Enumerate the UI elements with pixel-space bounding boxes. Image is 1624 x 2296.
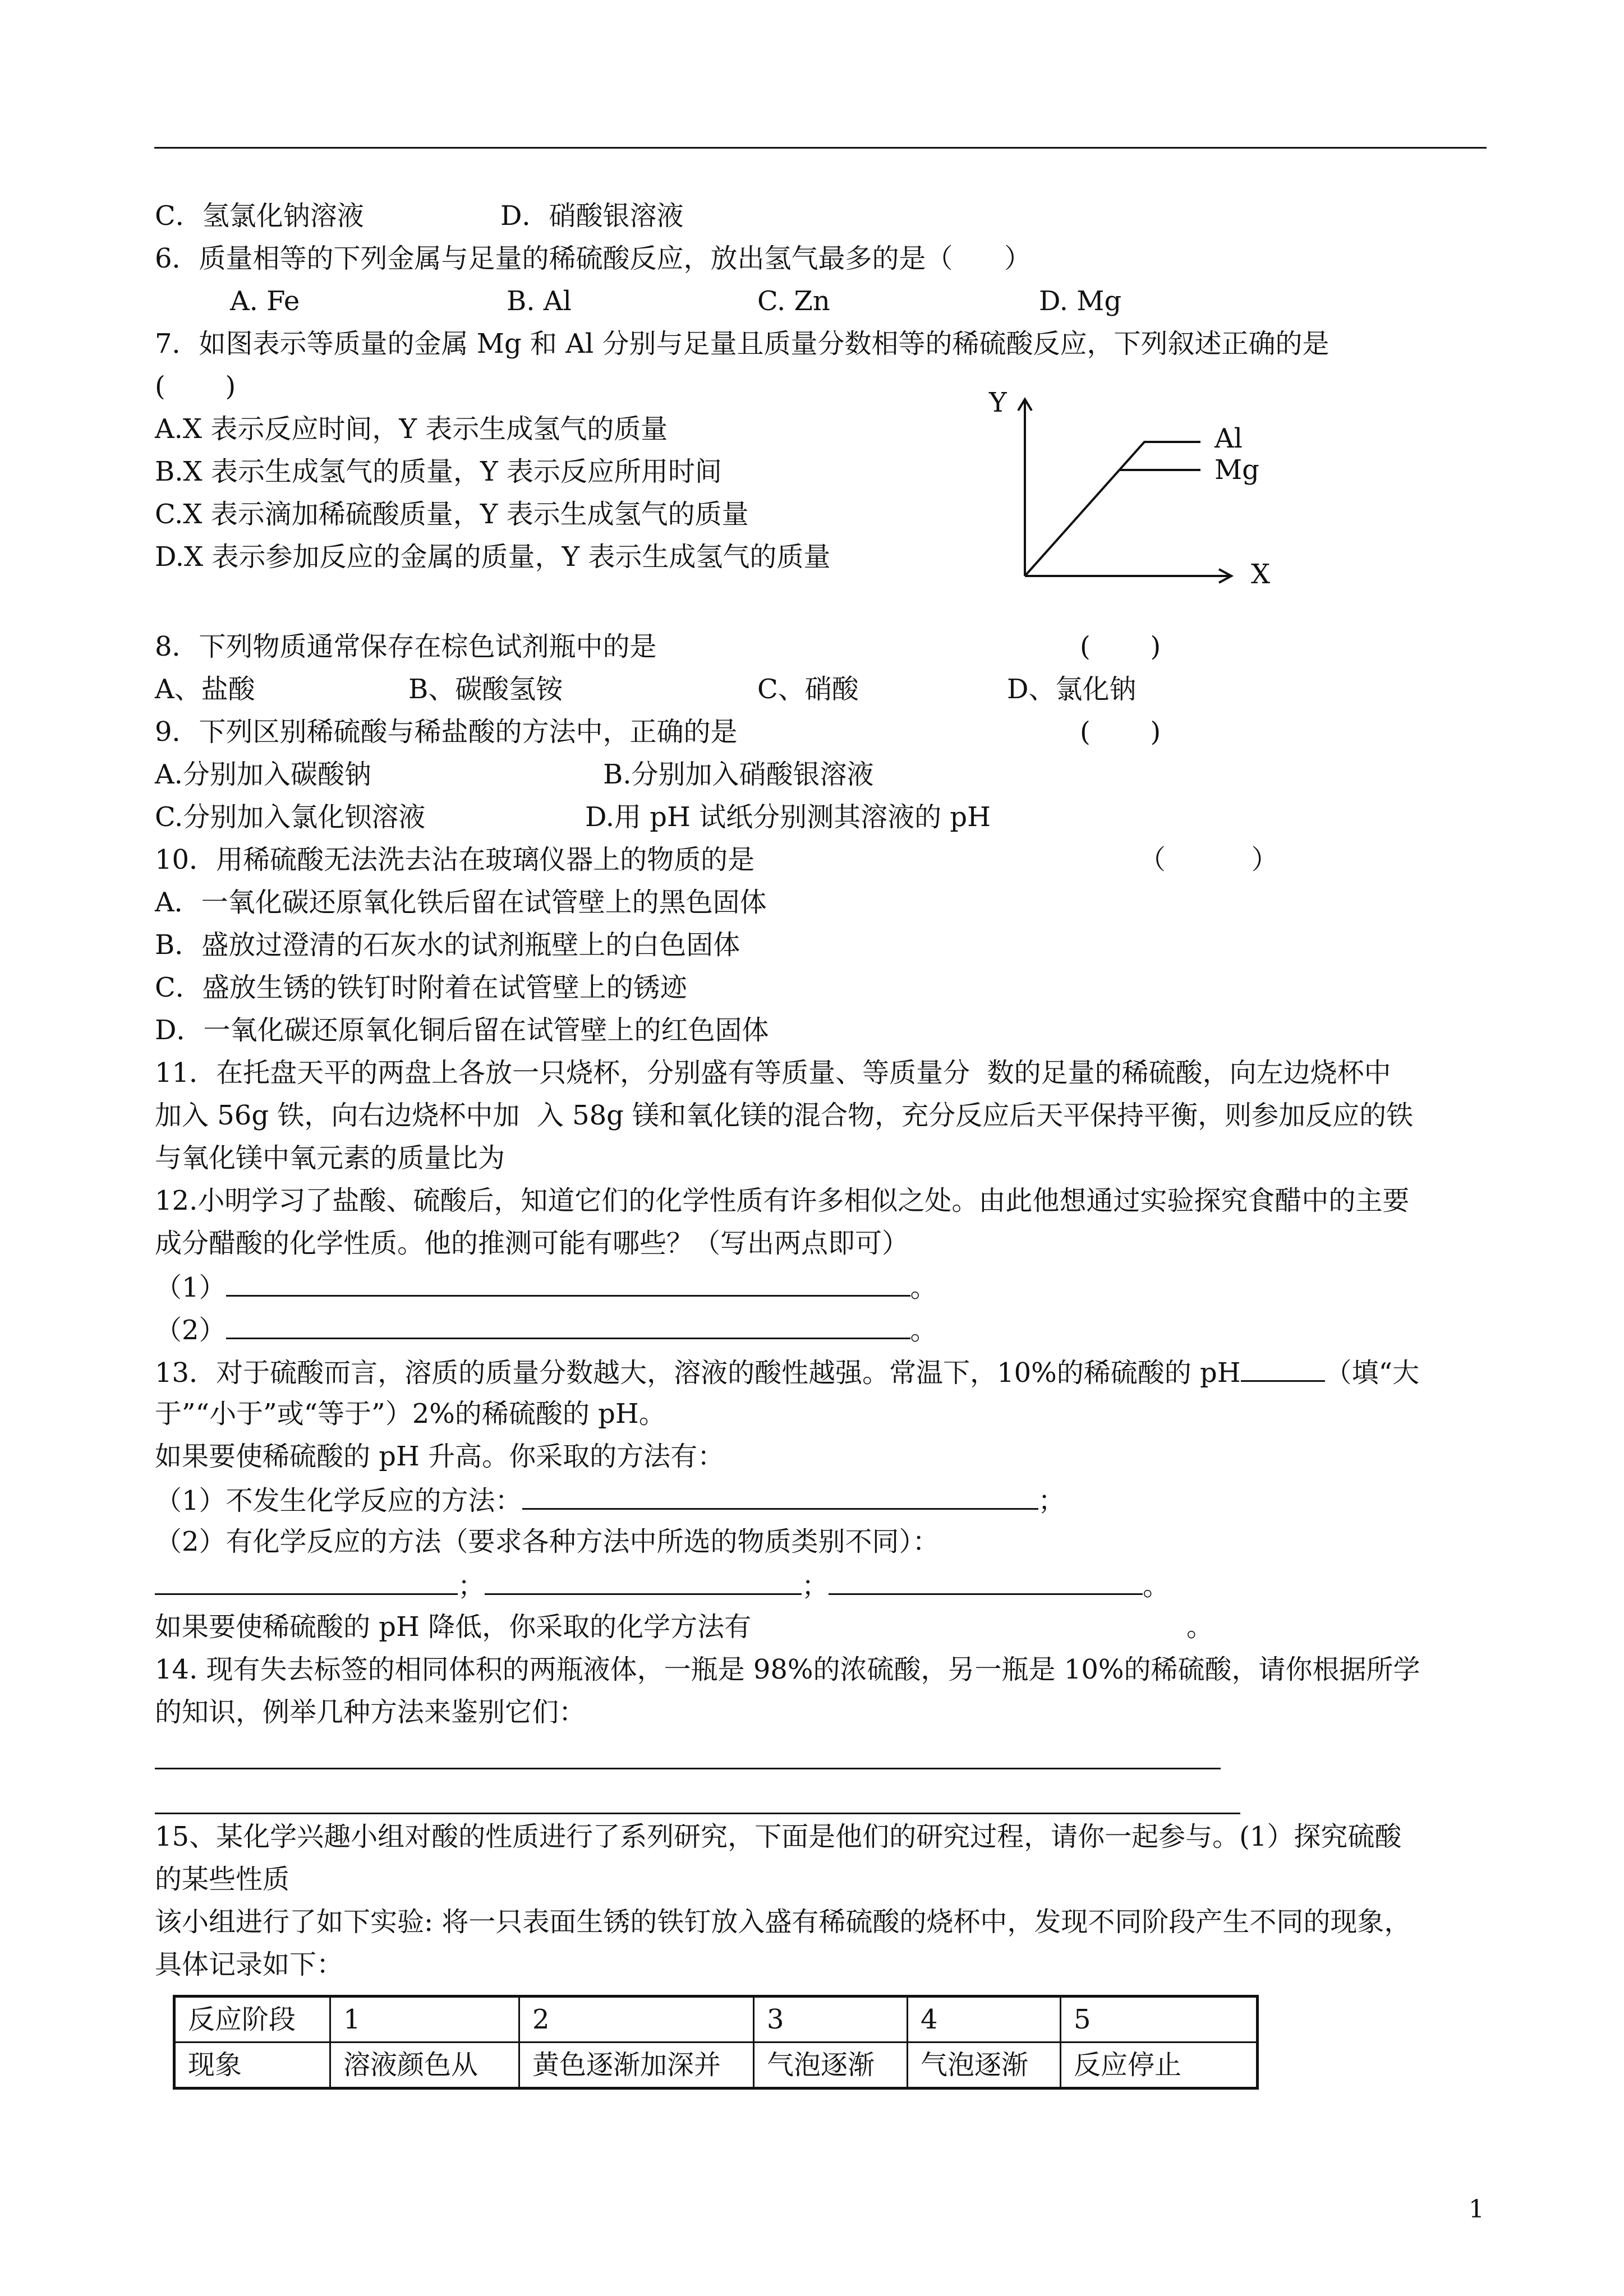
al-curve xyxy=(1025,442,1200,576)
q13-lower: 如果要使稀硫酸的 pH 降低，你采取的化学方法有 xyxy=(155,1611,752,1643)
q11-line-3: 与氧化镁中氧元素的质量比为 xyxy=(155,1142,505,1174)
table-cell: 1 xyxy=(330,1997,519,2043)
table-cell: 黄色逐渐加深并 xyxy=(519,2043,754,2088)
q14-line-2: 的知识，例举几种方法来鉴别它们： xyxy=(155,1696,586,1728)
q15-line-3: 该小组进行了如下实验: 将一只表面生锈的铁钉放入盛有稀硫酸的烧杯中，发现不同阶段产生不同的现象， xyxy=(155,1906,1411,1938)
q12-line-2: 成分醋酸的化学性质。他的推测可能有哪些？（写出两点即可） xyxy=(155,1228,909,1259)
q13-ph-blank[interactable] xyxy=(1241,1358,1325,1382)
q13-method-2: （2）有化学反应的方法（要求各种方法中所选的物质类别不同）： xyxy=(155,1526,940,1557)
table-cell: 3 xyxy=(754,1997,908,2043)
q13-method-1-blank[interactable] xyxy=(522,1486,1038,1510)
q11-line-2: 加入 56g 铁，向右边烧杯中加 入 58g 镁和氧化镁的混合物，充分反应后天平保持平衡，则参加反应的铁 xyxy=(155,1100,1414,1131)
q8-stem: 8．下列物质通常保存在棕色试剂瓶中的是 xyxy=(155,631,657,662)
table-cell: 4 xyxy=(908,1997,1061,2043)
q13-method-1-end: ； xyxy=(1038,1485,1065,1516)
q12-item-1 xyxy=(155,1273,937,1301)
q12-item-1-end: 。 xyxy=(910,1272,937,1303)
q14-line-1: 14. 现有失去标签的相同体积的两瓶液体，一瓶是 98%的浓硫酸，另一瓶是 10%的稀硫酸，请你根据所学 xyxy=(155,1654,1420,1685)
q12-answer-blank-2[interactable] xyxy=(226,1315,910,1339)
y-axis-label: Y xyxy=(989,387,1007,418)
q13-method-1 xyxy=(155,1486,1065,1514)
q14-answer-line-1[interactable] xyxy=(155,1745,1221,1769)
q12-item-2-end: 。 xyxy=(910,1315,937,1346)
q7-graph xyxy=(984,387,1299,589)
q13-lower-end: 。 xyxy=(1186,1611,1214,1643)
q5-option-d: D．硝酸银溶液 xyxy=(500,200,684,232)
q8-option-d: D、氯化钠 xyxy=(1007,674,1137,705)
q10-option-d: D．一氧化碳还原氧化铜后留在试管壁上的红色固体 xyxy=(155,1015,769,1046)
q13-method-2-end: 。 xyxy=(1143,1570,1170,1602)
q10-paren: （ ） xyxy=(1139,844,1278,875)
q13-line-1-tail: （填“大 xyxy=(1324,1357,1420,1389)
q8-paren: ( ) xyxy=(1080,631,1161,662)
q13-sep-2: ； xyxy=(802,1570,829,1602)
q13-line-1-text: 13．对于硫酸而言，溶质的质量分数越大，溶液的酸性越强。常温下，10%的稀硫酸的 pH xyxy=(155,1357,1241,1389)
al-label: Al xyxy=(1214,423,1243,454)
table-cell: 2 xyxy=(519,1997,754,2043)
q7-paren: ( ) xyxy=(155,371,236,402)
q15-line-2: 的某些性质 xyxy=(155,1864,290,1895)
q9-stem: 9．下列区别稀硫酸与稀盐酸的方法中，正确的是 xyxy=(155,716,738,748)
q12-item-2 xyxy=(155,1315,937,1344)
q10-option-b: B．盛放过澄清的石灰水的试剂瓶壁上的白色固体 xyxy=(155,929,740,961)
q12-line-1: 12.小明学习了盐酸、硫酸后，知道它们的化学性质有许多相似之处。由此他想通过实验探究食醋中的主要 xyxy=(155,1185,1410,1216)
q7-option-b: B.X 表示生成氢气的质量，Y 表示反应所用时间 xyxy=(155,456,722,487)
q10-stem: 10．用稀硫酸无法洗去沾在玻璃仪器上的物质的是 xyxy=(155,844,755,875)
table-cell: 5 xyxy=(1061,1997,1258,2043)
q9-paren: ( ) xyxy=(1080,716,1161,748)
mg-label: Mg xyxy=(1214,454,1259,486)
q10-option-c: C．盛放生锈的铁钉时附着在试管壁上的锈迹 xyxy=(155,972,687,1003)
q13-method-2-blank-3[interactable] xyxy=(829,1571,1143,1595)
q9-option-a: A.分别加入碳酸钠 xyxy=(155,759,371,790)
q7-option-d: D.X 表示参加反应的金属的质量，Y 表示生成氢气的质量 xyxy=(155,541,831,573)
table-row xyxy=(174,2043,1258,2088)
q6-option-a: A. Fe xyxy=(230,285,300,317)
table-cell: 现象 xyxy=(174,2043,330,2088)
table-cell: 溶液颜色从 xyxy=(330,2043,519,2088)
table-cell: 反应阶段 xyxy=(174,1997,330,2043)
q15-line-1: 15、某化学兴趣小组对酸的性质进行了系列研究，下面是他们的研究过程，请你一起参与。(1）探究硫酸 xyxy=(155,1821,1402,1852)
q13-method-2-blank-1[interactable] xyxy=(155,1571,458,1595)
q8-option-c: C、硝酸 xyxy=(757,674,859,705)
table-cell: 气泡逐渐 xyxy=(908,2043,1061,2088)
q7-stem: 7．如图表示等质量的金属 Mg 和 Al 分别与足量且质量分数相等的稀硫酸反应，下列叙述正确的是 xyxy=(155,328,1329,359)
table-header-row xyxy=(174,1997,1258,2043)
q6-stem: 6．质量相等的下列金属与足量的稀硫酸反应，放出氢气最多的是（ ） xyxy=(155,243,1032,274)
reaction-stage-table xyxy=(173,1995,1259,2090)
q12-item-1-label: （1） xyxy=(155,1272,226,1303)
q6-option-b: B. Al xyxy=(507,285,572,317)
q13-method-2-blanks xyxy=(155,1570,1170,1602)
q13-line-2: 于”“小于”或“等于”）2%的稀硫酸的 pH。 xyxy=(155,1398,666,1430)
q9-option-b: B.分别加入硝酸银溶液 xyxy=(603,759,874,790)
q15-line-4: 具体记录如下： xyxy=(155,1949,344,1980)
q13-line-3: 如果要使稀硫酸的 pH 升高。你采取的方法有： xyxy=(155,1441,725,1472)
x-axis-label: X xyxy=(1251,559,1271,589)
table-cell: 反应停止 xyxy=(1061,2043,1258,2088)
q13-method-1-label: （1）不发生化学反应的方法： xyxy=(155,1485,522,1516)
q10-option-a: A．一氧化碳还原氧化铁后留在试管壁上的黑色固体 xyxy=(155,887,767,918)
q7-option-c: C.X 表示滴加稀硫酸质量，Y 表示生成氢气的质量 xyxy=(155,499,749,530)
q7-option-a: A.X 表示反应时间，Y 表示生成氢气的质量 xyxy=(155,413,668,445)
q8-option-a: A、盐酸 xyxy=(155,674,255,705)
q13-sep-1: ； xyxy=(458,1570,485,1602)
table-cell: 气泡逐渐 xyxy=(754,2043,908,2088)
q13-method-2-blank-2[interactable] xyxy=(485,1571,802,1595)
q8-option-b: B、碳酸氢铵 xyxy=(408,674,563,705)
q5-option-c: C．氢氯化钠溶液 xyxy=(155,200,364,232)
q6-option-d: D. Mg xyxy=(1039,285,1122,317)
q6-option-c: C. Zn xyxy=(757,285,830,317)
q11-line-1: 11．在托盘天平的两盘上各放一只烧杯，分别盛有等质量、等质量分 数的足量的稀硫酸，向左边烧杯中 xyxy=(155,1057,1391,1089)
q9-option-c: C.分别加入氯化钡溶液 xyxy=(155,801,426,833)
q14-answer-line-2[interactable] xyxy=(155,1790,1240,1814)
page-number: 1 xyxy=(1469,2195,1484,2224)
q9-option-d: D.用 pH 试纸分别测其溶液的 pH xyxy=(585,801,991,833)
q12-item-2-label: （2） xyxy=(155,1315,226,1346)
q12-answer-blank-1[interactable] xyxy=(226,1273,910,1297)
header-rule xyxy=(154,147,1487,149)
q13-line-1 xyxy=(155,1357,1420,1389)
